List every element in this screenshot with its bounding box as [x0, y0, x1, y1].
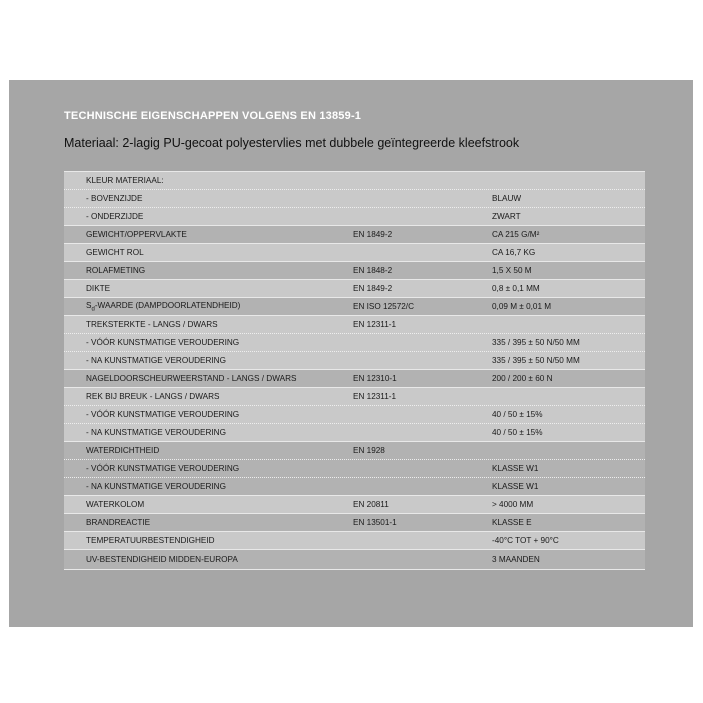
table-row [64, 172, 645, 190]
table-row [64, 244, 645, 262]
property-value: 0,09 M ± 0,01 M [492, 302, 552, 311]
property-label: - ONDERZIJDE [86, 212, 144, 221]
table-row [64, 388, 645, 406]
table-row [64, 460, 645, 478]
property-label: - VÓÓR KUNSTMATIGE VEROUDERING [86, 464, 240, 473]
property-label: - NA KUNSTMATIGE VEROUDERING [86, 428, 226, 437]
table-row [64, 406, 645, 424]
property-label: GEWICHT/OPPERVLAKTE [86, 230, 187, 239]
property-norm: EN 12311-1 [353, 392, 397, 401]
property-norm: EN 12310-1 [353, 374, 397, 383]
property-value: CA 215 G/M² [492, 230, 540, 239]
table-row [64, 316, 645, 334]
table-row [64, 298, 645, 316]
property-norm: EN 1928 [353, 446, 385, 455]
property-label: DIKTE [86, 284, 111, 293]
table-row [64, 496, 645, 514]
property-value: CA 16,7 KG [492, 248, 536, 257]
properties-table [64, 171, 645, 570]
table-row [64, 370, 645, 388]
material-description: Materiaal: 2-lagig PU-gecoat polyestervlies met dubbele geïntegreerde kleefstrook [64, 136, 520, 150]
table-row [64, 550, 645, 569]
table-row [64, 532, 645, 550]
property-label: - NA KUNSTMATIGE VEROUDERING [86, 482, 226, 491]
table-row [64, 442, 645, 460]
table-row [64, 424, 645, 442]
property-label: GEWICHT ROL [86, 248, 144, 257]
property-value: 0,8 ± 0,1 MM [492, 284, 540, 293]
table-row [64, 280, 645, 298]
property-label: REK BIJ BREUK - LANGS / DWARS [86, 392, 220, 401]
property-value: KLASSE E [492, 518, 532, 527]
property-value: -40°C TOT + 90°C [492, 536, 559, 545]
property-label: - NA KUNSTMATIGE VEROUDERING [86, 356, 226, 365]
property-norm: EN 20811 [353, 500, 389, 509]
property-value: 40 / 50 ± 15% [492, 428, 543, 437]
property-label: - VÓÓR KUNSTMATIGE VEROUDERING [86, 410, 240, 419]
property-value: 1,5 X 50 M [492, 266, 532, 275]
property-value: ZWART [492, 212, 521, 221]
property-value: KLASSE W1 [492, 464, 539, 473]
table-row [64, 208, 645, 226]
property-label: $S_d$-WAARDE (DAMPDOORLATENDHEID) [86, 300, 241, 313]
property-value: 335 / 395 ± 50 N/50 MM [492, 338, 580, 347]
property-label: NAGELDOORSCHEURWEERSTAND - LANGS / DWARS [86, 374, 297, 383]
table-row [64, 226, 645, 244]
property-value: 40 / 50 ± 15% [492, 410, 543, 419]
table-row [64, 514, 645, 532]
property-value: KLASSE W1 [492, 482, 539, 491]
property-value: 335 / 395 ± 50 N/50 MM [492, 356, 580, 365]
property-label: TEMPERATUURBESTENDIGHEID [86, 536, 215, 545]
property-label: BRANDREACTIE [86, 518, 151, 527]
property-label: - VÓÓR KUNSTMATIGE VEROUDERING [86, 338, 240, 347]
property-label: TREKSTERKTE - LANGS / DWARS [86, 320, 218, 329]
table-row [64, 334, 645, 352]
table-row [64, 190, 645, 208]
property-norm: EN 1849-2 [353, 284, 393, 293]
property-value: > 4000 MM [492, 500, 534, 509]
table-row [64, 478, 645, 496]
table-row [64, 352, 645, 370]
property-norm: EN ISO 12572/C [353, 302, 414, 311]
property-value: 200 / 200 ± 60 N [492, 374, 553, 383]
property-norm: EN 1849-2 [353, 230, 393, 239]
table-row [64, 262, 645, 280]
property-label: WATERDICHTHEID [86, 446, 160, 455]
property-norm: EN 12311-1 [353, 320, 397, 329]
property-label: WATERKOLOM [86, 500, 145, 509]
section-heading: TECHNISCHE EIGENSCHAPPEN VOLGENS EN 13859-1 [64, 110, 362, 122]
property-value: 3 MAANDEN [492, 555, 540, 564]
property-norm: EN 1848-2 [353, 266, 393, 275]
spec-panel [9, 80, 693, 627]
property-label: KLEUR MATERIAAL: [86, 176, 164, 185]
property-label: - BOVENZIJDE [86, 194, 143, 203]
property-value: BLAUW [492, 194, 522, 203]
property-label: UV-BESTENDIGHEID MIDDEN-EUROPA [86, 555, 238, 564]
property-label: ROLAFMETING [86, 266, 146, 275]
property-norm: EN 13501-1 [353, 518, 397, 527]
